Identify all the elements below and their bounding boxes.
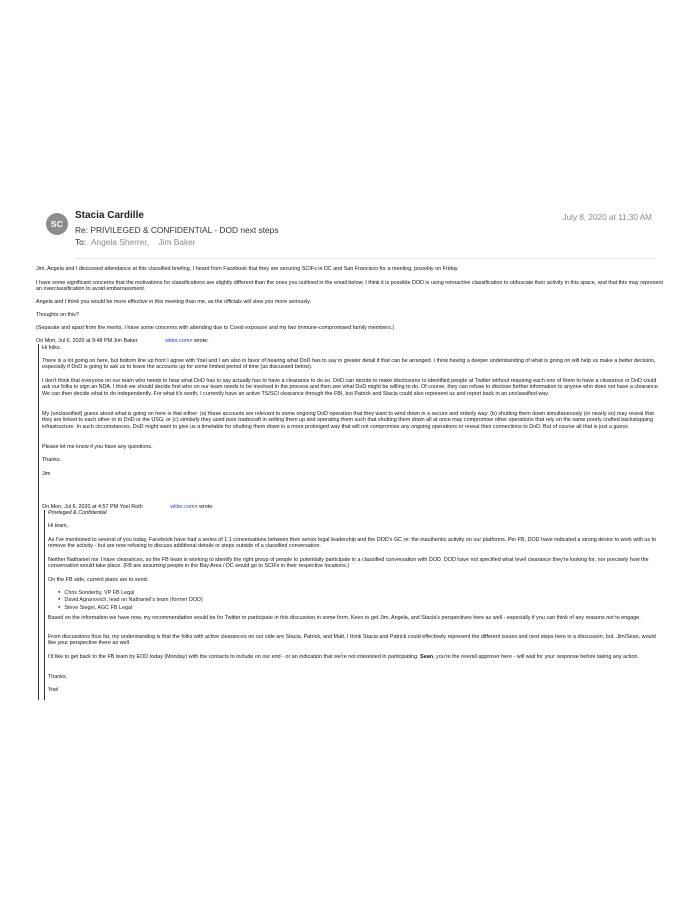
to-row bbox=[75, 237, 196, 247]
quote-bar bbox=[44, 510, 45, 700]
recipient-2[interactable]: Jim Baker bbox=[158, 237, 196, 247]
quote-intro-jim: On Mon, Jul 6, 2020 at 9:48 PM Jim Baker witter.com> wrote: bbox=[36, 338, 209, 344]
recipient-1[interactable]: Angela Sherrer, bbox=[90, 237, 150, 247]
list-item: ● Steve Siegel, AGC FB Legal bbox=[58, 604, 203, 611]
quote-paragraph: Based on the information we have now, my recommendation would be for Twitter to participate in this discussion in some form. Keen to get Jim, Angela, and Stacia's perspectives here as well - especially if you can think of any reasons not to engage. bbox=[48, 615, 641, 621]
quote-greeting: Hi team, bbox=[48, 523, 69, 529]
email-link[interactable]: witter.com bbox=[165, 338, 190, 344]
to-label: To: bbox=[75, 237, 87, 247]
email-link[interactable]: witter.com bbox=[170, 504, 195, 510]
quote-paragraph: On the FB side, current plans are to send: bbox=[48, 577, 149, 583]
quote-paragraph: Neither Nathaniel nor I have clearances, so the FB team is working to identify the right group of people to potentially participate in a classified conversation with DOD. DOD have not specified what level clearance they're looking for, nor precisely how the conversation would take place. (FB are assuming people in the Bay Area / DC would go to SCIFs in their respective locations.) bbox=[48, 557, 649, 570]
quote-paragraph: Please let me know if you have any questions. bbox=[42, 444, 153, 450]
header-divider bbox=[75, 258, 654, 259]
body-paragraph: Jim, Angela and I discussed attendance at this classified briefing. I heard from Facebook that they are securing SCIFs in DC and San Francisco for a meeting, possibly on Friday. bbox=[36, 266, 459, 272]
quote-paragraph: From discussions thus far, my understanding is that the folks with active clearances on our side are Stacia, Patrick, and Matt. I think Stacia and Patrick could effectively represent the different issues and next steps here in a discussion, but, Jim/Sean, would like your perspective there as well. bbox=[48, 634, 656, 647]
quote-paragraph: My (unclassified) guess about what is going on here is that either: (a) these accounts are relevant to some ongoing DoD operation that they want to wind down in a secure and orderly way; (b) shutting them down simultaneously (or nearly so) may reveal that they are linked to each other or to DoD or the USG; or (c) similarly they used poor tradecraft in setting them up and operating them such that shutting them down all at once may compromise other operations that rely on the same poorly crafted backstopping infrastructure. In such circumstances, DoD might want to give us a timetable for shutting them down in a more prolonged way that will not compromise any ongoing operations or reveal their connections to DoD. But of course all that is just a guess. bbox=[42, 411, 654, 430]
quote-greeting: Hi folks. bbox=[42, 345, 62, 351]
body-paragraph: (Separate and apart from the merits, I have some concerns with attending due to Covid exposure and my two immune-compromised family members.) bbox=[36, 325, 395, 331]
quote-paragraph: I don't think that everyone on our team who needs to hear what DoD has to say actually has to have a clearance to do so. DoD can decide to make disclosures to identified people at Twitter without requiring each one of them to have a clearance or DoD could ask our folks to sign an NDA. I think we should decide first who on our team needs to be involved in the process and then see what DoD might be willing to do. Of course, they can refuse to disclose further information to anyone who does not have a clearance. We can then decide what to do independently. For what it's worth, I currently have an active TS/SCI clearance through the FBI, but Patrick and Stacia could also represent us and report back in an unclassified way. bbox=[42, 378, 660, 397]
redaction bbox=[144, 504, 170, 509]
body-paragraph: I have some significant concerns that the motivations for classifications are slightly different than the ones you outlined in the email below. I think it is possible DOD is using retroactive classification to obfuscate their activity in this space, and that this may represent an overclassification to avoid embarrassment. bbox=[36, 280, 664, 293]
quote-bar bbox=[38, 344, 39, 700]
email-subject: Re: PRIVILEGED & CONFIDENTIAL - DOD next steps bbox=[75, 225, 279, 235]
redaction bbox=[139, 338, 165, 343]
body-paragraph: Angela and I think you would be more effective in this meeting than me, as the officials will view you more seriously. bbox=[36, 299, 312, 305]
body-paragraph: Thoughts on this? bbox=[36, 312, 79, 318]
email-date: July 8, 2020 at 11:30 AM bbox=[562, 213, 652, 222]
quote-paragraph: As I've mentioned to several of you today, Facebook have had a series of 1:1 conversations between their senior legal leadership and the DOD's GC re: the inauthentic activity on our platforms. Per FB, DOD have indicated a strong desire to work with us to remove the activity - but are now refusing to discuss additional details or steps outside of a classified conversation. bbox=[48, 537, 657, 550]
quote-paragraph: There is a lot going on here, but bottom line up front I agree with Yoel and I am also in favor of hearing what DoD has to say in greater detail if that can be arranged. I think having a deeper understanding of what is going on will help us make a better decision, especially if DoD is going to ask us to leave the accounts up for some limited period of time (as discussed below). bbox=[42, 358, 656, 371]
email-header bbox=[46, 208, 654, 260]
list-item: ● David Agranovich, lead on Nathaniel's team (former DOD) bbox=[58, 596, 203, 603]
quote-signature: Jim bbox=[42, 471, 51, 477]
quote-signature: Yoel bbox=[48, 687, 59, 693]
quote-intro-yoel: On Mon, Jul 6, 2020 at 4:57 PM Yoel Roth witter.com> wrote: bbox=[42, 504, 214, 510]
list-item: ● Chris Sonderby, VP FB Legal bbox=[58, 589, 203, 596]
quote-paragraph: I'd like to get back to the FB team by EOD today (Monday) with the contacts to include on our end - or an indication that we're not interested in participating. Sean, you're the overall approver here - will wait for your response before taking any action. bbox=[48, 654, 639, 660]
quote-closing: Thanks, bbox=[48, 674, 68, 680]
quote-paragraph: Thanks. bbox=[42, 457, 62, 463]
attendee-list bbox=[58, 589, 203, 611]
sender-name[interactable]: Stacia Cardille bbox=[75, 210, 144, 221]
avatar: SC bbox=[46, 213, 68, 235]
privileged-label: Privileged & Confidential bbox=[48, 510, 107, 516]
